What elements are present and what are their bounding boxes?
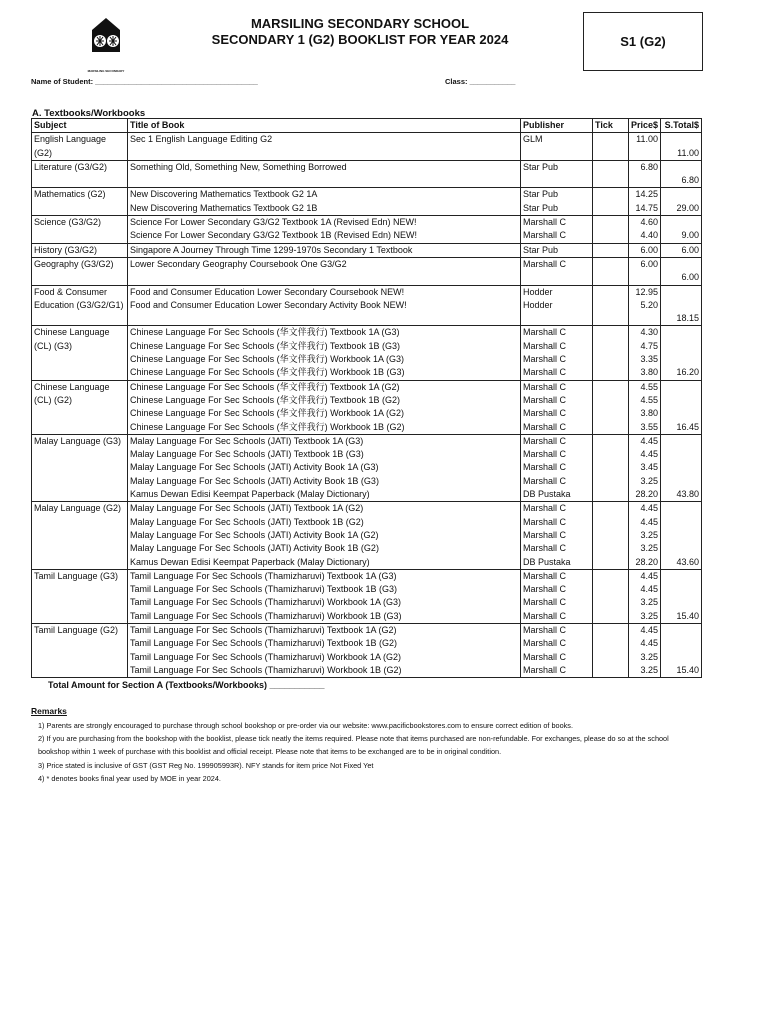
subtotal-cell: [661, 285, 702, 299]
table-row: [32, 366, 702, 380]
book-price: 3.25: [629, 529, 661, 542]
book-price: [629, 147, 661, 161]
table-row: [32, 434, 702, 448]
subtotal-cell: [661, 216, 702, 230]
table-row: [32, 448, 702, 461]
book-publisher: Marshall C: [521, 610, 593, 624]
book-price: 4.45: [629, 448, 661, 461]
subtotal-cell: [661, 583, 702, 596]
book-price: [629, 174, 661, 188]
book-price: 4.45: [629, 434, 661, 448]
book-title: Malay Language For Sec Schools (JATI) Textbook 1B (G3): [130, 449, 364, 460]
book-price: 14.25: [629, 188, 661, 202]
subtotal-cell: 18.15: [661, 312, 702, 326]
tick-box[interactable]: [593, 243, 629, 257]
book-title: Tamil Language For Sec Schools (Thamizharuvi) Workbook 1B (G3): [130, 610, 402, 621]
tick-box[interactable]: [593, 502, 629, 516]
book-publisher: [521, 312, 593, 326]
table-row: [32, 651, 702, 664]
book-publisher: Marshall C: [521, 340, 593, 353]
subtotal-cell: [661, 529, 702, 542]
tick-box[interactable]: [593, 380, 629, 394]
subtotal-cell: [661, 623, 702, 637]
header-subject: Subject: [32, 119, 128, 133]
table-row: [32, 160, 702, 174]
book-publisher: Marshall C: [521, 326, 593, 340]
book-publisher: Star Pub: [521, 243, 593, 257]
table-row: [32, 243, 702, 257]
book-title: Tamil Language For Sec Schools (Thamizharuvi) Textbook 1A (G2): [128, 623, 521, 637]
table-row: [32, 326, 702, 340]
book-title: Science For Lower Secondary G3/G2 Textbook 1A (Revised Edn) NEW!: [128, 216, 521, 230]
tick-box[interactable]: [593, 160, 629, 174]
tick-box[interactable]: [593, 664, 629, 678]
table-row: [32, 529, 702, 542]
table-row: [32, 174, 702, 188]
student-name-field[interactable]: Name of Student: _______________________________________: [31, 77, 258, 86]
book-publisher: Marshall C: [521, 434, 593, 448]
tick-box[interactable]: [593, 133, 629, 147]
tick-box[interactable]: [593, 299, 629, 312]
subject-cell: Malay Language (G3): [32, 434, 128, 501]
book-title: Tamil Language For Sec Schools (Thamizharuvi) Workbook 1B (G2): [128, 664, 521, 678]
subtotal-cell: [661, 651, 702, 664]
booklist-title: SECONDARY 1 (G2) BOOKLIST FOR YEAR 2024: [211, 32, 509, 47]
book-publisher: Marshall C: [521, 353, 593, 366]
tick-box[interactable]: [593, 285, 629, 299]
book-title: Tamil Language For Sec Schools (Thamizharuvi) Textbook 1A (G3): [128, 569, 521, 583]
header-tick: Tick: [593, 119, 629, 133]
book-title: Malay Language For Sec Schools (JATI) Activity Book 1A (G2): [130, 529, 379, 540]
subtotal-cell: [661, 133, 702, 147]
book-publisher: Marshall C: [521, 475, 593, 488]
table-row: [32, 299, 702, 312]
book-publisher: Marshall C: [521, 421, 593, 435]
book-publisher: Marshall C: [521, 394, 593, 407]
book-publisher: Marshall C: [521, 229, 593, 243]
tick-box[interactable]: [593, 407, 629, 420]
tick-box[interactable]: [593, 202, 629, 216]
book-price: [629, 312, 661, 326]
book-price: 28.20: [629, 488, 661, 502]
level-badge: [583, 12, 703, 71]
table-row: [32, 637, 702, 650]
book-title: Food and Consumer Education Lower Secondary Activity Book NEW!: [130, 299, 407, 310]
book-title: Malay Language For Sec Schools (JATI) Activity Book 1A (G3): [130, 462, 379, 473]
book-price: 4.45: [629, 623, 661, 637]
book-publisher: Star Pub: [521, 202, 593, 216]
tick-box[interactable]: [593, 448, 629, 461]
book-price: 3.35: [629, 353, 661, 366]
book-title: Lower Secondary Geography Coursebook One G3/G2: [128, 257, 521, 271]
subject-cell: English Language (G2): [32, 133, 128, 161]
table-row: [32, 147, 702, 161]
tick-box[interactable]: [593, 366, 629, 380]
remark-item: 4) * denotes books final year used by MOE in year 2024.: [38, 773, 221, 783]
header-price: Price$: [629, 119, 661, 133]
tick-box[interactable]: [593, 434, 629, 448]
level-label: S1 (G2): [620, 34, 666, 49]
header-subtotal: S.Total$: [661, 119, 702, 133]
table-row: [32, 257, 702, 271]
subtotal-cell: [661, 569, 702, 583]
book-publisher: Marshall C: [521, 461, 593, 474]
school-logo: [84, 16, 128, 73]
book-price: 3.80: [629, 366, 661, 380]
tick-box[interactable]: [593, 147, 629, 161]
subtotal-cell: [661, 461, 702, 474]
book-title: Sec 1 English Language Editing G2: [128, 133, 521, 147]
table-row: [32, 407, 702, 420]
subtotal-cell: [661, 637, 702, 650]
subject-cell: Malay Language (G2): [32, 502, 128, 569]
subtotal-cell: [661, 394, 702, 407]
book-publisher: Hodder: [521, 285, 593, 299]
book-publisher: Marshall C: [521, 651, 593, 664]
tick-box[interactable]: [593, 312, 629, 326]
book-title: Malay Language For Sec Schools (JATI) Textbook 1B (G2): [130, 516, 364, 527]
book-price: 3.55: [629, 421, 661, 435]
table-row: [32, 488, 702, 502]
subject-cell: Chinese Language (CL) (G2): [32, 380, 128, 434]
book-price: 4.45: [629, 516, 661, 529]
book-price: 6.80: [629, 160, 661, 174]
book-publisher: Marshall C: [521, 516, 593, 529]
table-row: [32, 475, 702, 488]
book-price: 11.00: [629, 133, 661, 147]
tick-box[interactable]: [593, 516, 629, 529]
book-price: [629, 271, 661, 285]
subtotal-cell: [661, 502, 702, 516]
book-title: Tamil Language For Sec Schools (Thamizharuvi) Textbook 1B (G3): [130, 584, 397, 595]
book-price: 4.40: [629, 229, 661, 243]
book-price: 3.25: [629, 664, 661, 678]
subtotal-cell: [661, 596, 702, 609]
subtotal-cell: 15.40: [661, 610, 702, 624]
book-publisher: Star Pub: [521, 160, 593, 174]
subject-cell: History (G3/G2): [32, 243, 128, 257]
tick-box[interactable]: [593, 257, 629, 271]
subject-cell: Tamil Language (G2): [32, 623, 128, 677]
book-title: Kamus Dewan Edisi Keempat Paperback (Malay Dictionary): [130, 556, 370, 567]
tick-box[interactable]: [593, 188, 629, 202]
book-title: Chinese Language For Sec Schools (华文伴我行) Workbook 1A (G3): [130, 354, 404, 365]
table-row: [32, 133, 702, 147]
section-a-title: A. Textbooks/Workbooks: [32, 108, 146, 119]
book-price: 4.55: [629, 394, 661, 407]
tick-box[interactable]: [593, 596, 629, 609]
book-price: 4.45: [629, 637, 661, 650]
book-publisher: Marshall C: [521, 623, 593, 637]
section-a-total: Total Amount for Section A (Textbooks/Workbooks) ___________: [48, 680, 325, 690]
book-price: 14.75: [629, 202, 661, 216]
tick-box[interactable]: [593, 542, 629, 555]
book-price: 4.75: [629, 340, 661, 353]
tick-box[interactable]: [593, 421, 629, 435]
tick-box[interactable]: [593, 461, 629, 474]
book-price: 4.30: [629, 326, 661, 340]
subtotal-cell: [661, 160, 702, 174]
table-row: [32, 202, 702, 216]
table-row: [32, 623, 702, 637]
table-row: [32, 340, 702, 353]
book-publisher: Star Pub: [521, 188, 593, 202]
booklist-body: [32, 133, 702, 678]
tick-box[interactable]: [593, 488, 629, 502]
subtotal-cell: 9.00: [661, 229, 702, 243]
table-row: [32, 516, 702, 529]
book-publisher: Marshall C: [521, 542, 593, 555]
subject-cell: Food & Consumer Education (G3/G2/G1): [32, 285, 128, 326]
table-row: [32, 610, 702, 624]
table-row: [32, 394, 702, 407]
class-field[interactable]: Class: ___________: [445, 77, 516, 86]
remark-item: 2) If you are purchasing from the bookshop with the booklist, please tick neatly the items required. Please note that items purchased are non-refundable. For exchanges, please do so at the school bookshop within 1 week of purchase with this booklist and official receipt. Please note that items to be exchanged are to be in original condition.: [38, 734, 669, 757]
book-price: 3.25: [629, 542, 661, 555]
tick-box[interactable]: [593, 651, 629, 664]
table-row: [32, 583, 702, 596]
book-publisher: Marshall C: [521, 596, 593, 609]
book-publisher: DB Pustaka: [521, 488, 593, 502]
book-title: Malay Language For Sec Schools (JATI) Textbook 1A (G3): [128, 434, 521, 448]
book-price: 5.20: [629, 299, 661, 312]
header-title: Title of Book: [128, 119, 521, 133]
book-publisher: Marshall C: [521, 216, 593, 230]
table-row: [32, 421, 702, 435]
book-publisher: Marshall C: [521, 569, 593, 583]
book-price: 3.25: [629, 596, 661, 609]
book-title: Chinese Language For Sec Schools (华文伴我行) Workbook 1B (G2): [130, 421, 405, 432]
book-price: 3.25: [629, 610, 661, 624]
book-price: 28.20: [629, 556, 661, 570]
tick-box[interactable]: [593, 556, 629, 570]
subtotal-cell: 6.00: [661, 271, 702, 285]
table-row: [32, 380, 702, 394]
book-publisher: [521, 271, 593, 285]
book-price: 3.80: [629, 407, 661, 420]
book-title: Malay Language For Sec Schools (JATI) Textbook 1A (G2): [128, 502, 521, 516]
subtotal-cell: 6.00: [661, 243, 702, 257]
subject-cell: Science (G3/G2): [32, 216, 128, 244]
book-title: Kamus Dewan Edisi Keempat Paperback (Malay Dictionary): [130, 489, 370, 500]
book-price: 4.55: [629, 380, 661, 394]
book-title: New Discovering Mathematics Textbook G2 1B: [130, 202, 318, 213]
subtotal-cell: 15.40: [661, 664, 702, 678]
subtotal-cell: [661, 340, 702, 353]
remark-item: 3) Price stated is inclusive of GST (GST Reg No. 199905993R). NFY stands for item price Not Fixed Yet: [38, 760, 374, 770]
subtotal-cell: [661, 542, 702, 555]
book-price: 3.45: [629, 461, 661, 474]
tick-box[interactable]: [593, 229, 629, 243]
book-price: 6.00: [629, 257, 661, 271]
subject-cell: Chinese Language (CL) (G3): [32, 326, 128, 380]
book-price: 12.95: [629, 285, 661, 299]
subject-cell: Tamil Language (G3): [32, 569, 128, 623]
book-publisher: Marshall C: [521, 502, 593, 516]
book-publisher: Marshall C: [521, 637, 593, 650]
subtotal-cell: [661, 516, 702, 529]
tick-box[interactable]: [593, 529, 629, 542]
subtotal-cell: [661, 299, 702, 312]
table-row: [32, 542, 702, 555]
book-publisher: Marshall C: [521, 366, 593, 380]
book-price: 4.45: [629, 583, 661, 596]
subtotal-cell: 11.00: [661, 147, 702, 161]
book-title: [128, 312, 521, 326]
subtotal-cell: [661, 448, 702, 461]
table-row: [32, 216, 702, 230]
subtotal-cell: [661, 434, 702, 448]
table-row: [32, 502, 702, 516]
remarks-list: [38, 719, 698, 785]
subtotal-cell: [661, 407, 702, 420]
tick-box[interactable]: [593, 569, 629, 583]
subtotal-cell: 6.80: [661, 174, 702, 188]
table-row: [32, 188, 702, 202]
tick-box[interactable]: [593, 271, 629, 285]
remarks-title: Remarks: [31, 706, 67, 716]
book-title: Chinese Language For Sec Schools (华文伴我行) Textbook 1A (G2): [128, 380, 521, 394]
subtotal-cell: 16.45: [661, 421, 702, 435]
book-title: New Discovering Mathematics Textbook G2 1A: [128, 188, 521, 202]
table-header-row: [32, 119, 702, 133]
book-title: Chinese Language For Sec Schools (华文伴我行) Workbook 1A (G2): [130, 408, 404, 419]
book-title: Singapore A Journey Through Time 1299-1970s Secondary 1 Textbook: [128, 243, 521, 257]
remark-item: 1) Parents are strongly encouraged to purchase through school bookshop or pre-order via our website: www.pacificbookstores.com to ensure correct edition of books.: [38, 721, 573, 730]
table-row: [32, 229, 702, 243]
book-title: Chinese Language For Sec Schools (华文伴我行) Textbook 1A (G3): [128, 326, 521, 340]
subtotal-cell: 16.20: [661, 366, 702, 380]
book-publisher: Marshall C: [521, 529, 593, 542]
book-publisher: [521, 174, 593, 188]
book-publisher: Marshall C: [521, 583, 593, 596]
subtotal-cell: [661, 188, 702, 202]
book-price: 4.60: [629, 216, 661, 230]
table-row: [32, 353, 702, 366]
book-publisher: [521, 147, 593, 161]
logo-caption: MARSILING SECONDARY: [87, 69, 125, 73]
tick-box[interactable]: [593, 583, 629, 596]
book-price: 3.25: [629, 475, 661, 488]
subtotal-cell: [661, 257, 702, 271]
book-title: [128, 147, 521, 161]
tick-box[interactable]: [593, 394, 629, 407]
book-publisher: Marshall C: [521, 380, 593, 394]
tick-box[interactable]: [593, 353, 629, 366]
book-publisher: Marshall C: [521, 448, 593, 461]
tick-box[interactable]: [593, 174, 629, 188]
table-row: [32, 271, 702, 285]
table-row: [32, 285, 702, 299]
book-publisher: Marshall C: [521, 664, 593, 678]
book-publisher: GLM: [521, 133, 593, 147]
table-row: [32, 556, 702, 570]
book-title: Chinese Language For Sec Schools (华文伴我行) Workbook 1B (G3): [130, 367, 405, 378]
tick-box[interactable]: [593, 475, 629, 488]
table-row: [32, 596, 702, 609]
book-title: Malay Language For Sec Schools (JATI) Activity Book 1B (G2): [130, 543, 379, 554]
school-name: MARSILING SECONDARY SCHOOL: [250, 16, 470, 31]
book-price: 3.25: [629, 651, 661, 664]
subtotal-cell: [661, 380, 702, 394]
book-title: Something Old, Something New, Something Borrowed: [128, 160, 521, 174]
tick-box[interactable]: [593, 623, 629, 637]
book-title: [128, 271, 521, 285]
book-publisher: Marshall C: [521, 257, 593, 271]
tick-box[interactable]: [593, 216, 629, 230]
table-row: [32, 461, 702, 474]
subtotal-cell: [661, 353, 702, 366]
book-title: Chinese Language For Sec Schools (华文伴我行) Textbook 1B (G3): [130, 340, 400, 351]
subtotal-cell: 43.60: [661, 556, 702, 570]
book-title: Tamil Language For Sec Schools (Thamizharuvi) Workbook 1A (G3): [130, 597, 401, 608]
book-price: 6.00: [629, 243, 661, 257]
book-publisher: Hodder: [521, 299, 593, 312]
tick-box[interactable]: [593, 637, 629, 650]
book-title: Tamil Language For Sec Schools (Thamizharuvi) Textbook 1B (G2): [130, 638, 397, 649]
tick-box[interactable]: [593, 326, 629, 340]
book-publisher: DB Pustaka: [521, 556, 593, 570]
book-title: Food and Consumer Education Lower Secondary Coursebook NEW!: [128, 285, 521, 299]
subtotal-cell: 43.80: [661, 488, 702, 502]
subtotal-cell: 29.00: [661, 202, 702, 216]
book-title: [128, 174, 521, 188]
table-row: [32, 312, 702, 326]
book-title: Chinese Language For Sec Schools (华文伴我行) Textbook 1B (G2): [130, 394, 400, 405]
table-row: [32, 664, 702, 678]
subtotal-cell: [661, 475, 702, 488]
tick-box[interactable]: [593, 610, 629, 624]
subject-cell: Geography (G3/G2): [32, 257, 128, 285]
book-title: Tamil Language For Sec Schools (Thamizharuvi) Workbook 1A (G2): [130, 651, 401, 662]
book-price: 4.45: [629, 569, 661, 583]
book-price: 4.45: [629, 502, 661, 516]
book-publisher: Marshall C: [521, 407, 593, 420]
header-publisher: Publisher: [521, 119, 593, 133]
subject-cell: Literature (G3/G2): [32, 160, 128, 188]
book-title: Malay Language For Sec Schools (JATI) Activity Book 1B (G3): [130, 475, 379, 486]
book-title: Science For Lower Secondary G3/G2 Textbook 1B (Revised Edn) NEW!: [130, 230, 417, 241]
tick-box[interactable]: [593, 340, 629, 353]
table-row: [32, 569, 702, 583]
subtotal-cell: [661, 326, 702, 340]
subject-cell: Mathematics (G2): [32, 188, 128, 216]
booklist-table: [31, 118, 702, 678]
